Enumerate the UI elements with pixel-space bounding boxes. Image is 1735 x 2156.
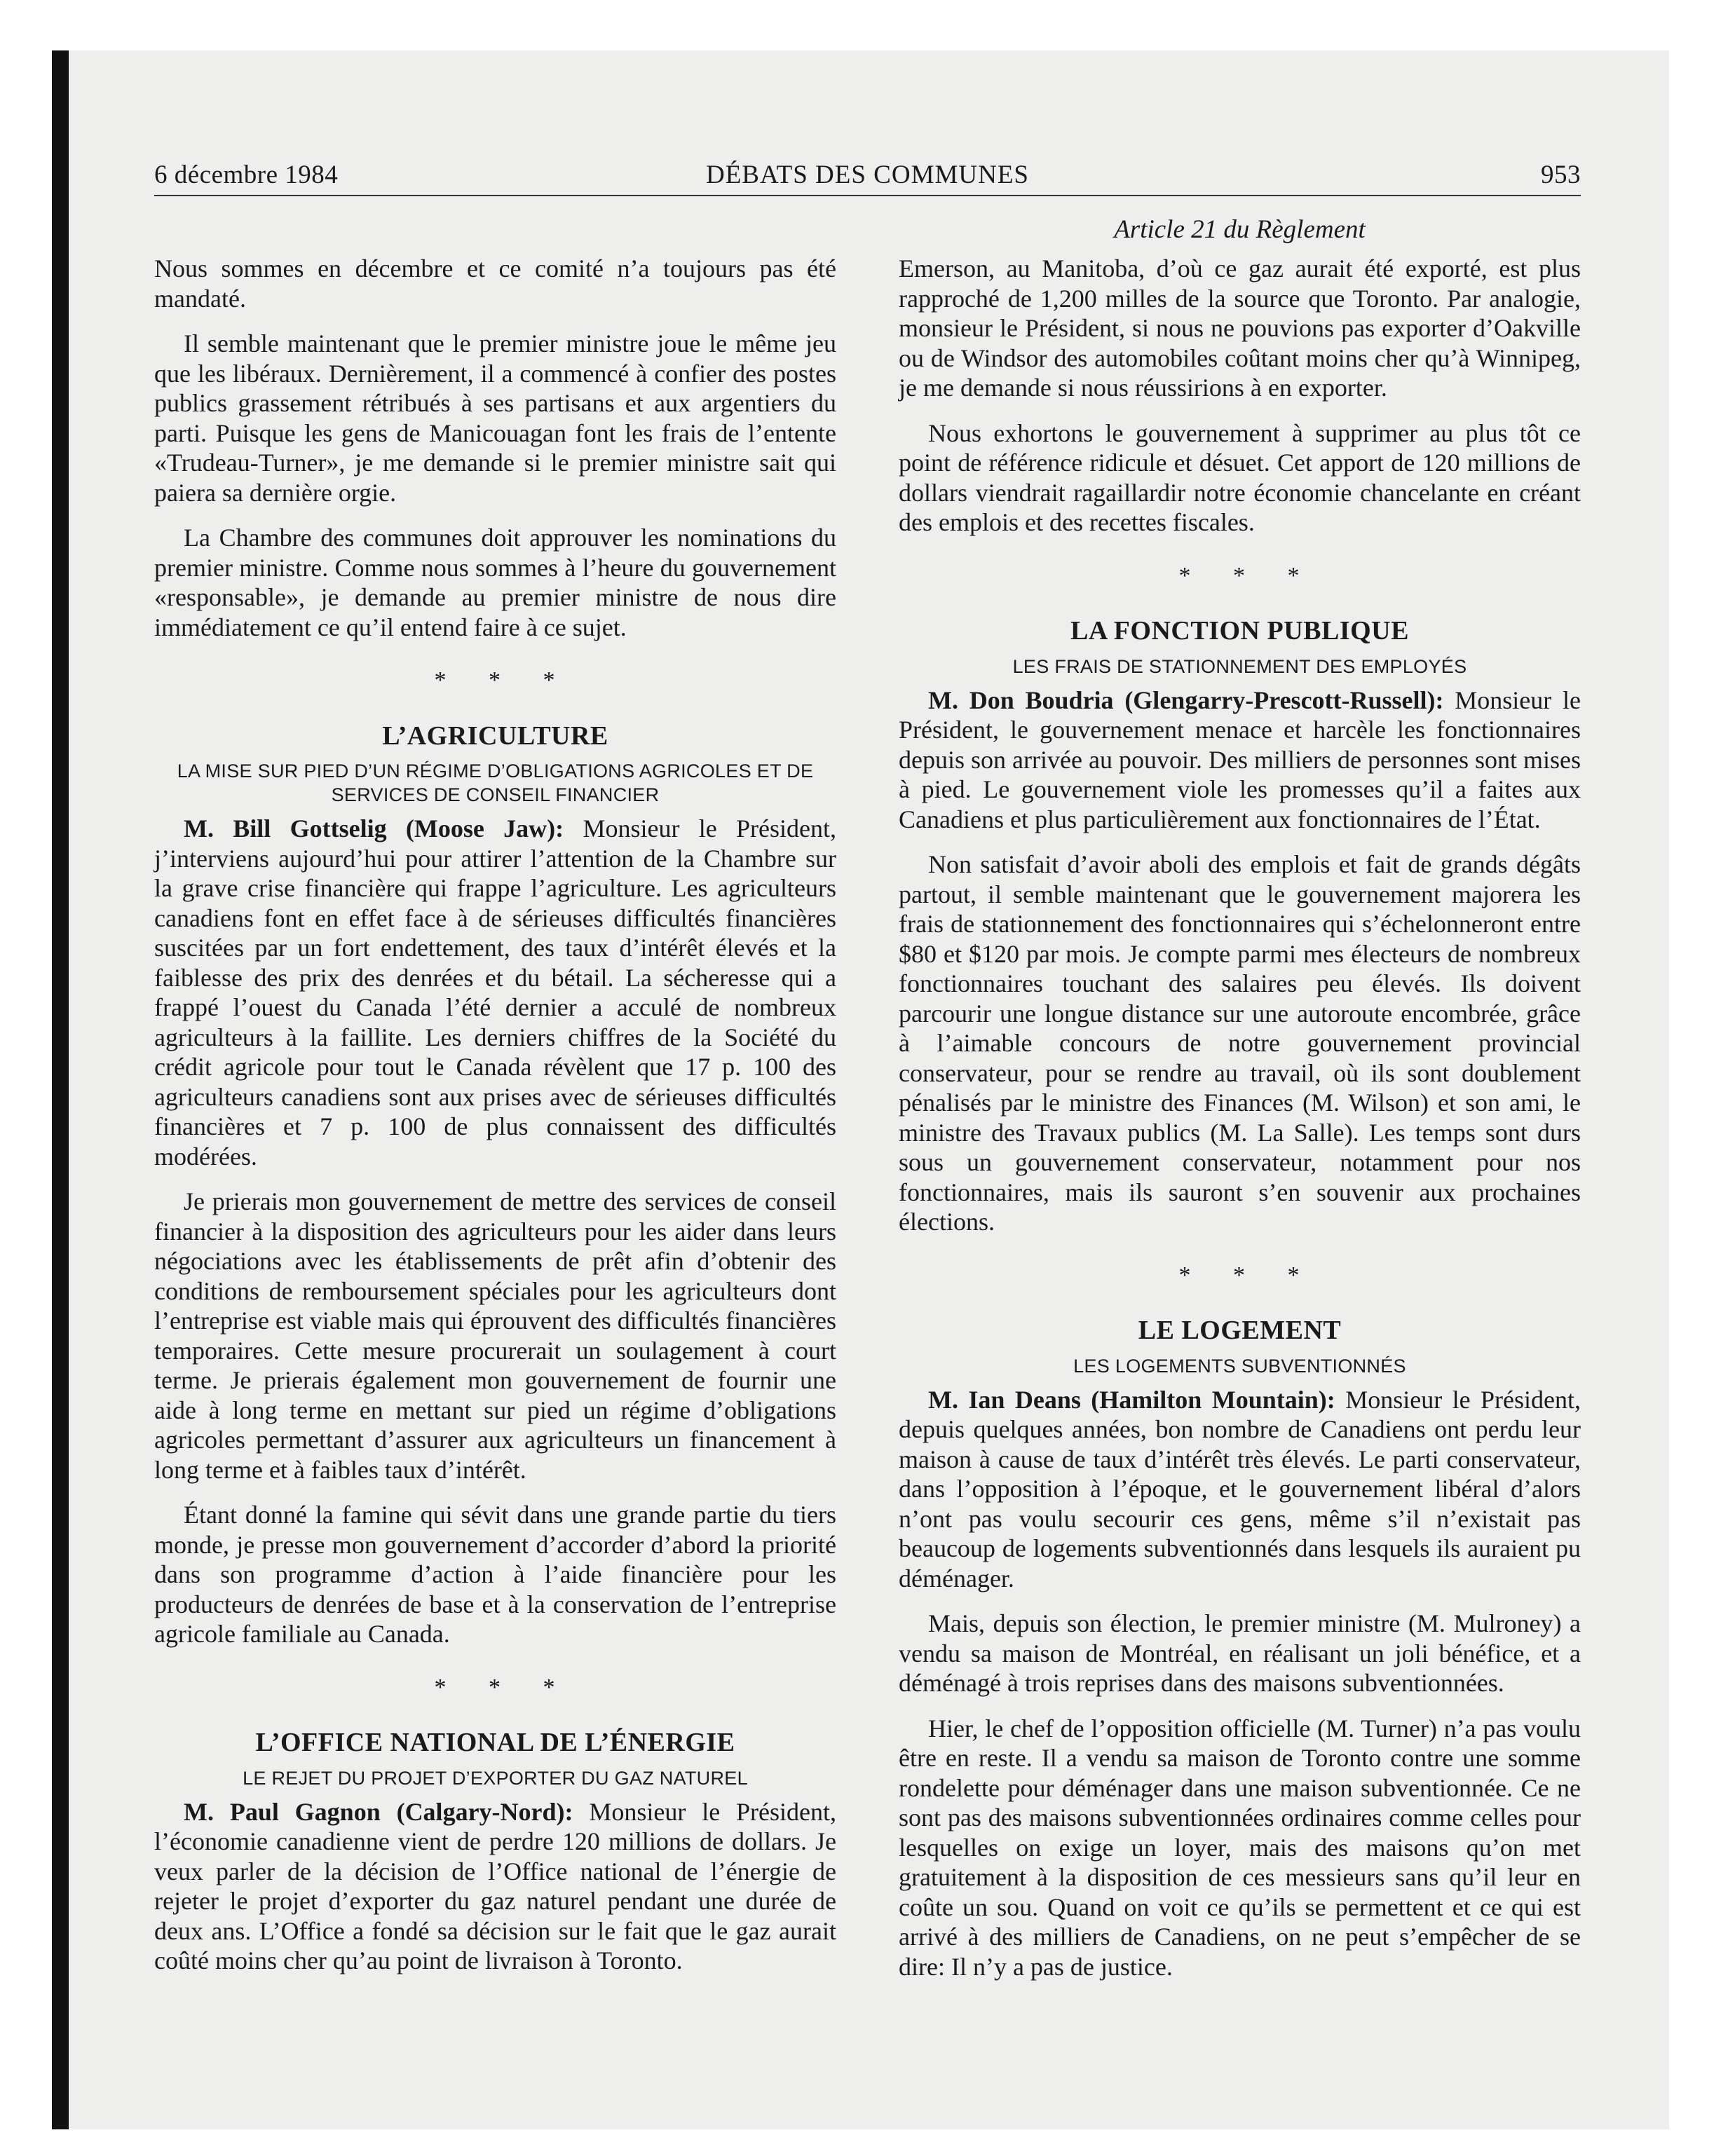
- speech-text: Monsieur le Président, l’économie canadienne vient de perdre 120 millions de dollars. Je veux parler de la décision de l’Office national de l’énergie de rejeter le projet d’exporter du gaz naturel pendant une durée de deux ans. L’Office a fondé sa décision sur le fait que le gaz aurait coûté moins cher qu’au point de livraison à Toronto.: [154, 1797, 837, 1974]
- header-rule: [154, 195, 1581, 196]
- section-separator: * * *: [434, 667, 573, 693]
- speech-text: Monsieur le Président, depuis quelques années, bon nombre de Canadiens ont perdu leur maison à cause de taux d’intérêt très élevés. Le parti conservateur, dans l’opposition à l’époque, et le gouvernement libéral d’alors n’ont pas voulu secourir ces gens, même s’il n’existait pas beaucoup de logements subventionnés dans lesquels ils auraient pu déménager.: [899, 1385, 1581, 1592]
- section-subtitle: LES LOGEMENTS SUBVENTIONNÉS: [1073, 1355, 1406, 1377]
- paragraph: Mais, depuis son élection, le premier ministre (M. Mulroney) a vendu sa maison de Montréal, en réalisant un joli bénéfice, et a déménagé à trois reprises dans des maisons subventionnées.: [899, 1609, 1581, 1697]
- left-column: [154, 254, 836, 1991]
- section-separator: * * *: [1178, 1262, 1318, 1288]
- right-column: [899, 254, 1581, 1997]
- section-title-fonction-publique: LA FONCTION PUBLIQUE: [1070, 616, 1409, 646]
- speech-text: Monsieur le Président, le gouvernement menace et harcèle les fonctionnaires depuis son arrivée au pouvoir. Des milliers de personnes sont mises à pied. Le gouvernement viole les promesses qu’il a faites aux Canadiens et plus particulièrement aux fonctionnaires de l’État.: [899, 685, 1581, 833]
- speaker-name: M. Don Boudria (Glengarry-Prescott-Russell):: [928, 685, 1444, 714]
- paragraph: [154, 1797, 836, 1976]
- paragraph: Il semble maintenant que le premier ministre joue le même jeu que les libéraux. Dernièrement, il a commencé à confier des postes publics grassement rétribués à ses partisans et aux argentiers du parti. Puisque les gens de Manicouagan font les frais de l’entente «Trudeau-Turner», je me demande si le premier ministre sait qui paiera sa dernière orgie.: [154, 329, 836, 507]
- paragraph: Emerson, au Manitoba, d’où ce gaz aurait été exporté, est plus rapproché de 1,200 milles de la source que Toronto. Par analogie, monsieur le Président, si nous ne pouvions pas exporter d’Oakville ou de Windsor des automobiles coûtant moins cher qu’à Winnipeg, je me demande si nous réussirions à en exporter.: [899, 254, 1581, 402]
- scan-margin: [0, 0, 55, 2156]
- speech-text: Monsieur le Président, j’interviens aujourd’hui pour attirer l’attention de la Chambre sur la grave crise financière qui frappe l’agriculture. Les agriculteurs canadiens font en effet face à de sérieuses difficultés financières suscitées par un fort endettement, des taux d’intérêt élevés et la faiblesse des prix des denrées et du bétail. La sécheresse qui a frappé l’ouest du Canada l’été dernier a acculé de nombreux agriculteurs à la faillite. Les derniers chiffres de la Société du crédit agricole pour tout le Canada révèlent que 17 p. 100 des agriculteurs canadiens sont aux prises avec de sérieuses difficultés financières et 7 p. 100 de plus connaissent des difficultés modérées.: [154, 814, 836, 1171]
- section-separator: * * *: [1178, 562, 1318, 589]
- section-subtitle: LES FRAIS DE STATIONNEMENT DES EMPLOYÉS: [1012, 655, 1467, 677]
- header-title: DÉBATS DES COMMUNES: [705, 161, 1029, 189]
- speaker-name: M. Ian Deans (Hamilton Mountain):: [928, 1385, 1335, 1414]
- header-subtitle: Article 21 du Règlement: [1114, 215, 1366, 244]
- speaker-name: M. Paul Gagnon (Calgary-Nord):: [184, 1797, 573, 1826]
- scan-binding-shadow: [52, 50, 69, 2129]
- speaker-name: M. Bill Gottselig (Moose Jaw):: [184, 814, 564, 842]
- paragraph: Je prierais mon gouvernement de mettre des services de conseil financier à la disposition des agriculteurs pour les aider dans leurs négociations avec les établissements de prêt afin d’obtenir des conditions de remboursement spéciales pour les agriculteurs dont l’entreprise est viable mais qui éprouvent des difficultés financières temporaires. Cette mesure procurerait un soulagement à court terme. Je prierais également mon gouvernement de fournir une aide à long terme en mettant sur pied un régime d’obligations agricoles permettant d’assurer aux agriculteurs un financement à long terme et à faibles taux d’intérêt.: [154, 1187, 837, 1484]
- section-separator: * * *: [434, 1674, 573, 1700]
- paragraph: Nous exhortons le gouvernement à supprimer au plus tôt ce point de référence ridicule et désuet. Cet apport de 120 millions de dollars viendrait ragaillardir notre économie chancelante en créant des emplois et des recettes fiscales.: [899, 418, 1581, 536]
- paragraph: Hier, le chef de l’opposition officielle (M. Turner) n’a pas voulu être en reste. Il a vendu sa maison de Toronto contre une somme rondelette pour déménager dans une maison subventionnée. Ce ne sont pas des maisons subventionnées ordinaires comme celles pour lesquelles on exige un loyer, mais des maisons qu’on met gratuitement à la disposition de ces messieurs sans qu’il leur en coûte un sou. Quand on voit ce qu’ils se permettent et ce qui est arrivé à des milliers de Canadiens, on ne peut s’empêcher de se dire: Il n’y a pas de justice.: [899, 1714, 1581, 1981]
- section-subtitle: LA MISE SUR PIED D’UN RÉGIME D’OBLIGATIONS AGRICOLES ET DE SERVICES DE CONSEIL FINANCIER: [177, 760, 814, 805]
- paragraph: [899, 685, 1581, 835]
- paragraph: [154, 814, 836, 1171]
- paragraph: Étant donné la famine qui sévit dans une grande partie du tiers monde, je presse mon gouvernement d’accorder d’abord la priorité dans son programme d’action à l’aide financière pour les producteurs de denrées de base et à la conservation de l’entreprise agricole familiale au Canada.: [154, 1501, 836, 1648]
- paragraph: [899, 1385, 1581, 1594]
- section-title-energie: L’OFFICE NATIONAL DE L’ÉNERGIE: [255, 1728, 735, 1757]
- header-date: 6 décembre 1984: [154, 161, 339, 189]
- section-subtitle: LE REJET DU PROJET D’EXPORTER DU GAZ NATUREL: [243, 1767, 748, 1789]
- header-page-number: 953: [1541, 161, 1581, 189]
- section-title-agriculture: L’AGRICULTURE: [382, 721, 608, 751]
- section-title-logement: LE LOGEMENT: [1138, 1316, 1342, 1345]
- paragraph: Nous sommes en décembre et ce comité n’a toujours pas été mandaté.: [154, 254, 836, 313]
- paragraph: Non satisfait d’avoir aboli des emplois et fait de grands dégâts partout, il semble maintenant que le gouvernement majorera les frais de stationnement des fonctionnaires qui s’échelonneront entre $80 et $120 par mois. Je compte parmi mes électeurs de nombreux fonctionnaires touchant des salaires peu élevés. Ils doivent parcourir une longue distance sur une autoroute encombrée, grâce à l’aimable concours de notre gouvernement provincial conservateur, pour se rendre au travail, où ils sont doublement pénalisés par le ministre des Finances (M. Wilson) et son ami, le ministre des Travaux publics (M. La Salle). Les temps sont durs sous un gouvernement conservateur, notamment pour nos fonctionnaires, mais ils sauront s’en souvenir aux prochaines élections.: [899, 850, 1581, 1236]
- paragraph: La Chambre des communes doit approuver les nominations du premier ministre. Comme nous sommes à l’heure du gouvernement «responsable», je demande au premier ministre de nous dire immédiatement ce qu’il entend faire à ce sujet.: [154, 524, 836, 641]
